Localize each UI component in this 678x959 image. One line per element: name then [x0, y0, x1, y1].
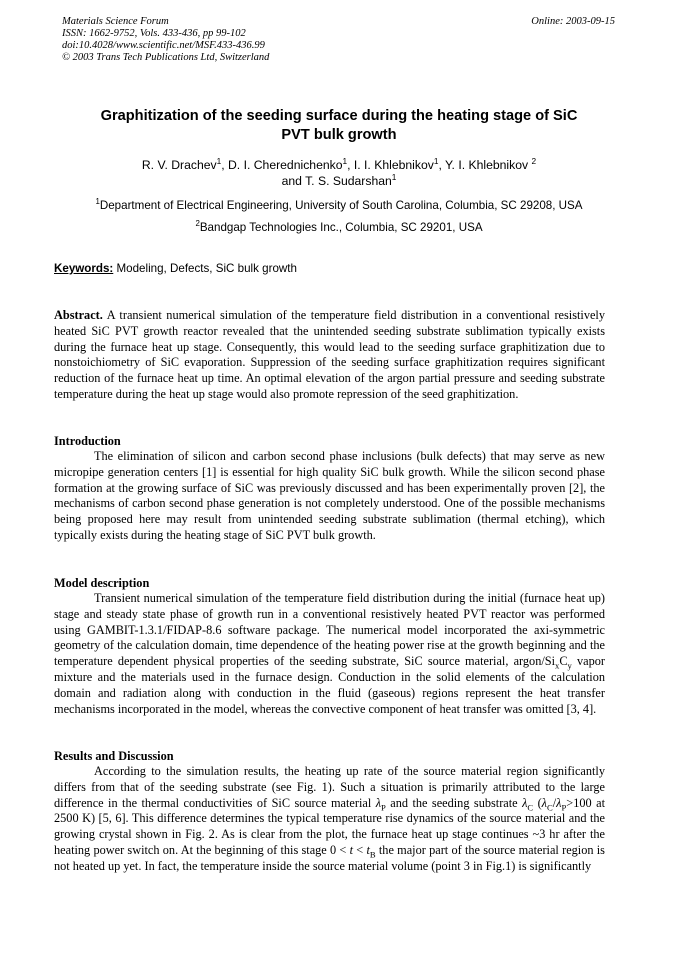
- journal-header: [62, 16, 269, 64]
- affil-mark: 2: [195, 219, 200, 229]
- affiliation-1: [54, 199, 624, 213]
- keywords-text: Modeling, Defects, SiC bulk growth: [113, 262, 297, 275]
- subscript-b: B: [369, 849, 376, 860]
- affiliation-2: [54, 221, 624, 235]
- results-heading: Results and Discussion: [54, 749, 174, 763]
- introduction-text: The elimination of silicon and carbon second phase inclusions (bulk defects) that may serve as new micropipe generation centers [1] is essential for high quality SiC bulk growth. While the silicon second phase formation at the growing surface of SiC was previously discussed and has been experimentally proven [2], the mechanisms of carbon second phase generation is not completely understood. One of the possible mechanisms being proposed here may result from unintended seeding substrate sublimation (thermal etching), which typically exists during the heating stage of SiC PVT bulk growth.: [54, 449, 605, 542]
- abstract-label: Abstract.: [54, 308, 103, 322]
- author-list: [54, 157, 624, 189]
- author-y-khlebnikov: , Y. I. Khlebnikov: [438, 158, 529, 172]
- subscript-p: P: [561, 802, 567, 813]
- title-line-2: PVT bulk growth: [281, 127, 397, 143]
- results-text-part-5: the major part of the source material region is not heated up yet. In fact, the temperature inside the source material volume (point 3 in Fig.1) is significantly: [54, 842, 605, 873]
- author-i-khlebnikov: , I. I. Khlebnikov: [347, 158, 434, 172]
- affil-mark: 1: [216, 155, 222, 166]
- author-cherednichenko: , D. I. Cherednichenko: [221, 158, 343, 172]
- lambda-symbol: λ: [556, 795, 562, 810]
- time-variable: t: [366, 842, 370, 857]
- author-sudarshan: and T. S. Sudarshan: [281, 174, 392, 188]
- affil-mark: 1: [95, 197, 100, 207]
- lambda-symbol: λ: [375, 795, 382, 810]
- affil-mark: 2: [531, 155, 537, 166]
- issn-line: ISSN: 1662-9752, Vols. 433-436, pp 99-102: [62, 28, 246, 39]
- author-drachev: R. V. Drachev: [141, 158, 217, 172]
- author-line-2: [54, 173, 624, 189]
- subscript-c: C: [527, 802, 534, 813]
- model-text-part-2: vapor mixture and the materials used in the furnace design. Conduction in the solid elements of the calculation domain and radiation along with conduction in the fluid (gaseous) regions represent the heat transfer mechanisms incorporated in the model, whereas the convective component of heat transfer was omitted [3, 4].: [54, 654, 606, 716]
- keywords-label: Keywords:: [54, 262, 114, 275]
- abstract: [54, 308, 605, 403]
- results-text: [54, 764, 605, 875]
- subscript-y: y: [567, 660, 572, 671]
- lambda-symbol: λ: [522, 795, 528, 810]
- affiliation-2-text: Bandgap Technologies Inc., Columbia, SC 29201, USA: [199, 221, 483, 234]
- keywords: [54, 262, 297, 276]
- subscript-c: C: [547, 802, 553, 813]
- model-heading: Model description: [54, 576, 150, 590]
- author-line-1: [54, 157, 624, 173]
- online-date: Online: 2003-09-15: [531, 16, 615, 27]
- results-text-part-4: >100 at 2500 K) [5, 6]. This difference determines the typical temperature rise dynamics of the source material and the growing crystal shown in Fig. 2. As is clear from the plot, the furnace heat up stage continues ~3 hr after the heating power switch on. At the beginning of this stage 0 <: [54, 795, 605, 857]
- results-text-part-3: (: [533, 795, 542, 810]
- paper-title: [54, 107, 624, 145]
- title-line-1: Graphitization of the seeding surface during the heating stage of SiC: [100, 108, 578, 124]
- affil-mark: 1: [433, 155, 439, 166]
- doi-line: doi:10.4028/www.scientific.net/MSF.433-436.99: [62, 40, 265, 51]
- less-than: <: [353, 842, 367, 857]
- affil-mark: 1: [391, 171, 397, 182]
- lambda-symbol: λ: [541, 795, 547, 810]
- abstract-text: A transient numerical simulation of the temperature field distribution in a conventional resistively heated SiC PVT growth reactor revealed that the unintended seeding substrate sublimation typically exists during the furnace heat up stage. Consequently, this would lead to the seeding surface graphitization due to nonstoichiometry of SiC evaporation. Suppression of the seeding surface graphitization requires significant reduction of the furnace heat up time. An optimal elevation of the argon partial pressure and seeding substrate temperature during the heat up stage would also promote repression of the seed graphitization.: [54, 308, 605, 401]
- affiliation-1-text: Department of Electrical Engineering, University of South Carolina, Columbia, SC 29208, USA: [99, 199, 583, 212]
- time-variable: t: [349, 842, 354, 857]
- results-text-part-1: According to the simulation results, the heating up rate of the source material region significantly differs from that of the seeding substrate (see Fig. 1). Such a situation is primarily attributed to the large difference in the thermal conductivities of SiC source material: [54, 764, 605, 810]
- affil-mark: 1: [342, 155, 348, 166]
- subscript-x: x: [555, 660, 560, 671]
- journal-name: Materials Science Forum: [62, 16, 169, 27]
- results-text-part-2: and the seeding substrate: [385, 795, 523, 810]
- slash-symbol: /: [552, 795, 557, 810]
- carbon-symbol: C: [559, 654, 568, 669]
- model-text: [54, 591, 605, 717]
- introduction-heading: Introduction: [54, 434, 121, 448]
- model-text-part-1: Transient numerical simulation of the temperature field distribution during the initial (furnace heat up) stage and steady state phase of growth run in a conventional resistively heated PVT reactor was performed using GAMBIT-1.3.1/FIDAP-8.6 software package. The numerical model incorporated the axi-symmetric geometry of the calculation domain, time dependence of the heating power rise at the growth beginning and the temperature dependent physical properties of the seeding substrate, SiC source material, argon/Si: [54, 591, 605, 669]
- subscript-p: P: [381, 802, 386, 813]
- copyright-line: © 2003 Trans Tech Publications Ltd, Switzerland: [62, 52, 270, 63]
